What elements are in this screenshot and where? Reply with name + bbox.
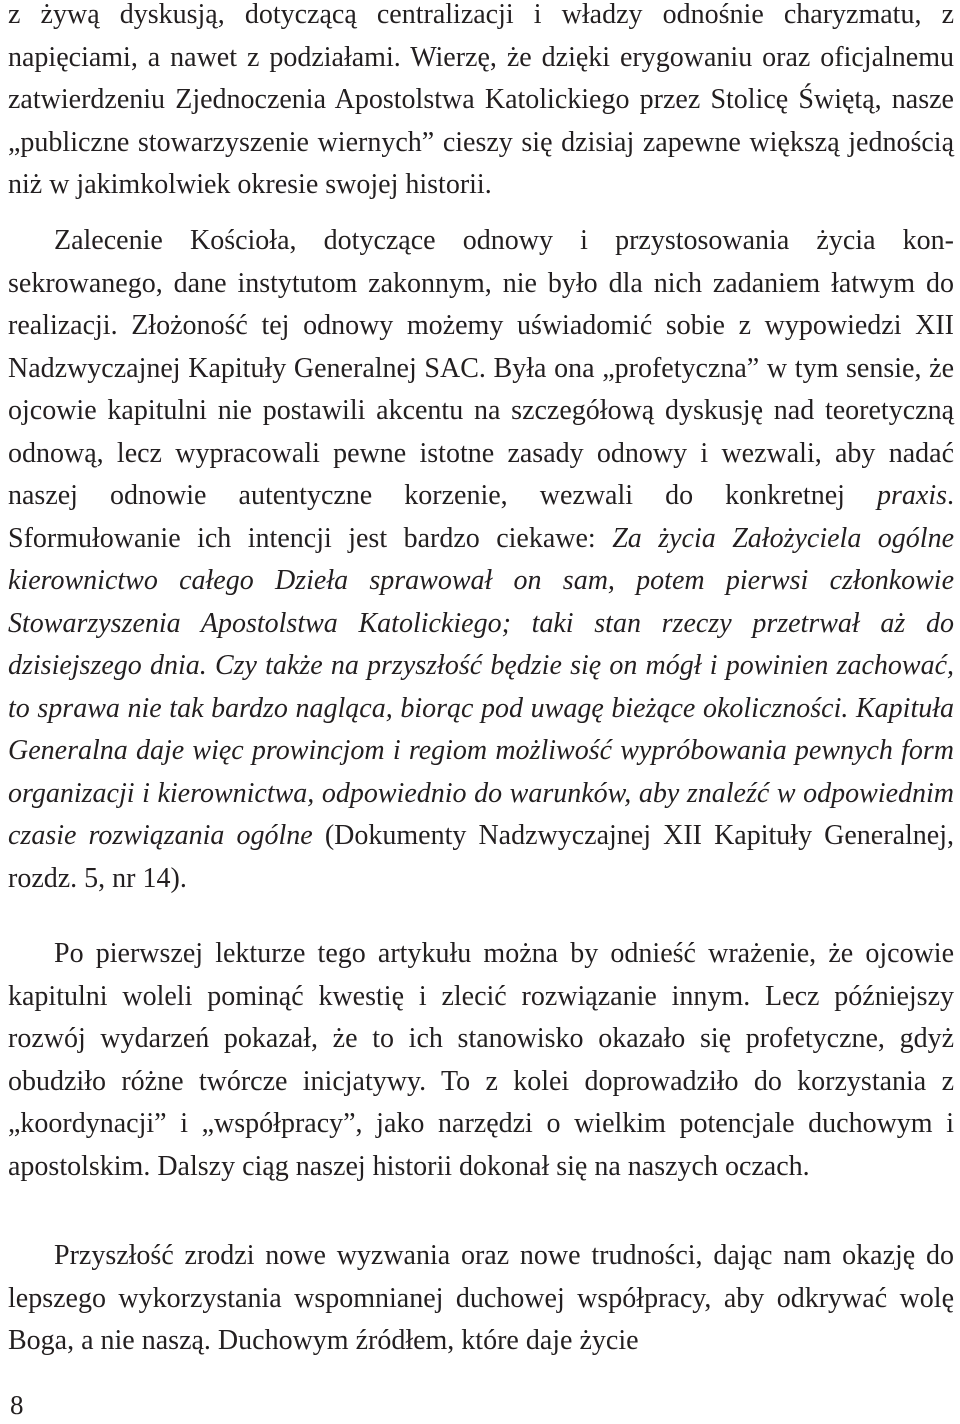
paragraph-text: Po pierwszej lekturze tego artykułu można by odnieść wrażenie, że ojcowie kapitulni woleli pominąć kwestię i zlecić rozwiązanie innym. Lecz późniejszy rozwój wydarzeń pokazał, że to ich stanowisko okazało się profetyczne, gdyż obudziło różne twórcze inicjatywy. To z kolei doprowadziło do korzystania z „koordynacji” i „współpracy”, jako narzędzi o wielkim potencjale duchowym i apostolskim. Dalszy ciąg naszej historii dokonał się na naszych oczach. bbox=[8, 938, 954, 1182]
italic-term: praxis bbox=[877, 480, 947, 511]
paragraph-continuation bbox=[8, 0, 954, 207]
paragraph-first-reading bbox=[8, 933, 954, 1188]
paragraph-text: (Dokumenty Nadzwyczajnej XII Kapituły Generalnej, rozdz. 5, nr 14). bbox=[8, 820, 954, 894]
paragraph-text: . Sformułowanie ich intencji jest bardzo ciekawe: bbox=[8, 480, 954, 554]
paragraph-future bbox=[8, 1235, 954, 1363]
page-number: 8 bbox=[10, 1390, 24, 1420]
italic-quotation: Za życia Założyciela ogólne kierownictwo całego Dzieła sprawował on sam, potem pierwsi członkowie Stowarzyszenia Apostolstwa Katolickiego; taki stan rzeczy przetrwał aż do dzisiejszego dnia. Czy także na przyszłość będzie się on mógł i powinien zachować, to sprawa nie tak bardzo nagląca, biorąc pod uwagę bieżące okoliczności. Kapituła Generalna daje więc prowincjom i regiom możliwość wypróbowania pewnych form organizacji i kierownictwa, odpowiednio do warunków, aby znaleźć w odpowiednim czasie rozwiązania ogólne bbox=[8, 522, 954, 851]
paragraph-text: Zalecenie Kościoła, dotyczące odnowy i przystosowania życia konsekrowanego, dane instytutom zakonnym, nie było dla nich zadaniem łatwym do realizacji. Złożoność tej odnowy możemy uświadomić sobie z wypowiedzi XII Nadzwyczajnej Kapituły Generalnej SAC. Była ona „profetyczna” w tym sensie, że ojcowie kapitulni nie postawili akcentu na szczegółową dyskusję nad teoretyczną odnową, lecz wypracowali pewne istotne zasady odnowy i wezwali, aby nadać naszej odnowie autentyczne korzenie, wezwali do konkretnej bbox=[8, 225, 954, 511]
paragraph-text: z żywą dyskusją, dotyczącą centralizacji i władzy odnośnie charyzmatu, z napięciami, a nawet z podziałami. Wierzę, że dzięki erygowaniu oraz oficjalnemu zatwierdzeniu Zjednoczenia Apostolstwa Katolickiego przez Stolicę Świętą, nasze „publiczne stowarzyszenie wiernych” cieszy się dzisiaj zapewne większą jednością niż w jakimkolwiek okresie swojej historii. bbox=[8, 0, 954, 200]
paragraph-chapter-recommendation bbox=[8, 220, 954, 900]
paragraph-text: Przyszłość zrodzi nowe wyzwania oraz nowe trudności, dając nam okazję do lepszego wykorzystania wspomnianej duchowej współpracy, aby odkrywać wolę Boga, a nie naszą. Duchowym źródłem, które daje życie bbox=[8, 1240, 954, 1356]
